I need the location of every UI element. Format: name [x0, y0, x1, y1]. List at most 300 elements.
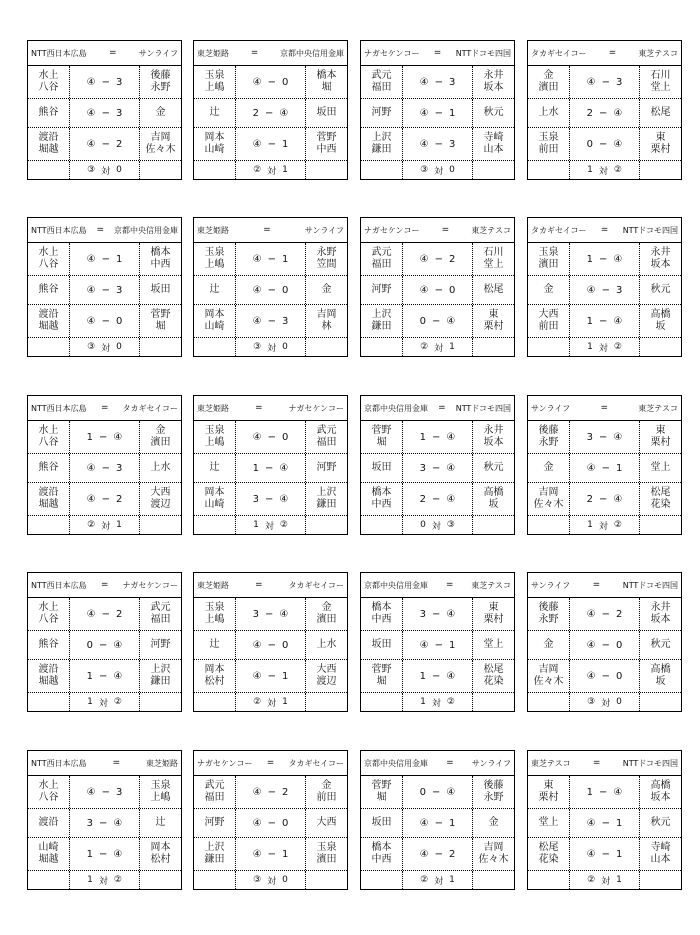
player-name: 永井	[483, 70, 504, 81]
player-name: 永井	[483, 425, 504, 436]
away-team: 京都中央信用金庫	[279, 48, 344, 58]
away-score: 0	[115, 315, 123, 327]
match-score	[236, 243, 305, 275]
home-players	[194, 243, 236, 275]
player-name: 永野	[150, 82, 171, 93]
match-score	[403, 598, 472, 630]
player-name: 前田	[316, 792, 337, 803]
home-players	[361, 483, 403, 515]
home-players	[28, 483, 70, 515]
match-row	[28, 631, 181, 660]
away-score: 0	[615, 670, 623, 682]
player-name: 上嶋	[150, 792, 171, 803]
home-players	[28, 128, 70, 160]
home-total: 1	[587, 342, 593, 352]
player-name: 中西	[371, 499, 392, 510]
player-name: 上嶋	[204, 614, 225, 625]
player-name: 坂	[655, 676, 666, 687]
match-score	[70, 421, 139, 453]
away-team: 東芝テスコ	[471, 580, 511, 590]
away-team: サンライフ	[304, 225, 344, 235]
away-score: 0	[281, 76, 289, 88]
total-blank-right	[139, 693, 181, 711]
away-players	[139, 631, 181, 659]
home-players	[528, 128, 570, 160]
match-score	[70, 99, 139, 127]
away-players	[472, 276, 514, 304]
away-score: ④	[446, 431, 456, 443]
home-players	[528, 305, 570, 337]
player-name: 松尾	[650, 487, 671, 498]
match-score	[70, 66, 139, 98]
player-name: 上水	[150, 462, 171, 473]
player-name: 橋本	[150, 247, 171, 258]
score-dash: −	[265, 608, 274, 620]
player-name: 石川	[650, 70, 671, 81]
away-team: NTTドコモ四国	[455, 48, 511, 58]
match-score	[403, 421, 472, 453]
away-score: 2	[115, 608, 123, 620]
total-row	[528, 693, 681, 711]
away-score: ④	[279, 608, 289, 620]
player-name: 永野	[538, 437, 559, 448]
away-players	[639, 483, 681, 515]
total-row	[528, 161, 681, 179]
away-players	[139, 454, 181, 482]
player-name: 橋本	[371, 487, 392, 498]
match-row	[28, 66, 181, 99]
away-players	[639, 660, 681, 692]
player-name: 辻	[209, 462, 220, 473]
home-players	[28, 631, 70, 659]
away-total: ②	[613, 342, 622, 352]
home-score: ④	[86, 138, 96, 150]
player-name: 松尾	[650, 107, 671, 118]
away-players	[472, 66, 514, 98]
match-row	[194, 454, 347, 483]
match-score	[570, 809, 639, 837]
home-players	[28, 809, 70, 837]
match-row	[528, 421, 681, 454]
match-row	[361, 631, 514, 660]
home-score: ④	[586, 284, 596, 296]
away-total: ②	[113, 875, 122, 885]
total-row	[528, 516, 681, 534]
player-name: 石川	[483, 247, 504, 258]
total-row	[528, 871, 681, 889]
total-blank-right	[472, 871, 514, 889]
match-row	[28, 276, 181, 305]
total-versus: 対	[98, 698, 108, 709]
away-total: 1	[116, 520, 122, 530]
away-players	[639, 776, 681, 808]
match-row	[361, 243, 514, 276]
versus-mark: =	[255, 580, 263, 590]
player-name: 熊谷	[38, 107, 59, 118]
away-score: 3	[115, 462, 123, 474]
away-players	[639, 598, 681, 630]
home-players	[528, 838, 570, 870]
player-name: 金	[543, 462, 554, 473]
total-versus: 対	[101, 521, 111, 532]
total-blank-right	[305, 161, 347, 179]
player-name: 堀	[376, 676, 387, 687]
player-name: 河野	[204, 817, 225, 828]
match-row	[361, 66, 514, 99]
player-name: 前田	[538, 144, 559, 155]
match-row	[528, 128, 681, 161]
match-score	[70, 660, 139, 692]
player-name: 上嶋	[204, 437, 225, 448]
away-total: 1	[282, 165, 288, 175]
away-players	[139, 276, 181, 304]
score-dash: −	[599, 253, 608, 265]
player-name: 上水	[316, 639, 337, 650]
score-dash: −	[99, 431, 108, 443]
player-name: 玉泉	[316, 842, 337, 853]
versus-mark: =	[600, 225, 609, 235]
away-players	[472, 305, 514, 337]
card-header	[194, 751, 347, 776]
total-blank-right	[139, 338, 181, 356]
away-score: ④	[113, 848, 123, 860]
player-name: 後藤	[538, 425, 559, 436]
player-name: 水上	[38, 247, 59, 258]
home-players	[28, 305, 70, 337]
player-name: 濱田	[150, 437, 171, 448]
away-total: ②	[446, 697, 455, 707]
match-card	[27, 750, 182, 890]
player-name: 玉泉	[204, 602, 225, 613]
total-versus: 対	[434, 166, 444, 177]
away-players	[305, 128, 347, 160]
player-name: 八谷	[38, 82, 59, 93]
player-name: 八谷	[38, 437, 59, 448]
player-name: 濱田	[316, 614, 337, 625]
away-team: タカギセイコー	[288, 758, 344, 768]
away-players	[472, 776, 514, 808]
home-total: ②	[420, 342, 429, 352]
away-team: 東芝テスコ	[471, 225, 511, 235]
match-total	[570, 516, 639, 534]
match-row	[194, 421, 347, 454]
match-total	[236, 338, 305, 356]
match-card	[193, 750, 348, 890]
home-score: ④	[586, 639, 596, 651]
home-score: 2	[586, 493, 593, 505]
score-dash: −	[432, 462, 441, 474]
player-name: 金	[155, 425, 166, 436]
away-players	[305, 598, 347, 630]
score-dash: −	[99, 670, 108, 682]
match-row	[528, 454, 681, 483]
match-total	[403, 871, 472, 889]
total-blank-left	[194, 516, 236, 534]
match-score	[403, 99, 472, 127]
player-name: 堀	[155, 321, 166, 332]
away-score: 3	[615, 76, 623, 88]
match-row	[28, 243, 181, 276]
match-row	[528, 631, 681, 660]
match-score	[570, 776, 639, 808]
away-total: 0	[116, 342, 122, 352]
away-players	[639, 305, 681, 337]
player-name: 高橋	[483, 487, 504, 498]
away-score: ④	[113, 670, 123, 682]
home-score: ④	[252, 431, 262, 443]
player-name: 熊谷	[38, 462, 59, 473]
score-dash: −	[267, 284, 276, 296]
home-players	[361, 421, 403, 453]
match-score	[403, 838, 472, 870]
total-versus: 対	[598, 521, 608, 532]
match-row	[528, 66, 681, 99]
player-name: 鎌田	[150, 676, 171, 687]
home-players	[528, 660, 570, 692]
home-score: ④	[252, 639, 262, 651]
player-name: 武元	[371, 247, 392, 258]
home-total: 1	[420, 697, 426, 707]
home-players	[194, 66, 236, 98]
away-total: ②	[113, 697, 122, 707]
match-row	[28, 838, 181, 871]
match-row	[361, 421, 514, 454]
player-name: 佐々木	[478, 854, 509, 865]
away-score: 1	[281, 253, 289, 265]
away-players	[472, 99, 514, 127]
score-dash: −	[432, 670, 441, 682]
away-total: 0	[282, 342, 288, 352]
away-score: 2	[615, 608, 623, 620]
score-dash: −	[434, 817, 443, 829]
score-dash: −	[101, 138, 110, 150]
score-dash: −	[599, 315, 608, 327]
player-name: 金	[321, 780, 332, 791]
away-players	[472, 809, 514, 837]
score-dash: −	[599, 786, 608, 798]
player-name: 金	[321, 284, 332, 295]
home-players	[361, 660, 403, 692]
away-players	[139, 421, 181, 453]
home-players	[28, 454, 70, 482]
away-players	[472, 483, 514, 515]
match-row	[361, 454, 514, 483]
player-name: 熊谷	[38, 639, 59, 650]
score-dash: −	[434, 76, 443, 88]
score-dash: −	[601, 848, 610, 860]
versus-mark: =	[255, 403, 263, 413]
player-name: 岡本	[204, 132, 225, 143]
home-score: ④	[586, 462, 596, 474]
score-dash: −	[101, 76, 110, 88]
score-dash: −	[434, 107, 443, 119]
player-name: 熊谷	[38, 284, 59, 295]
player-name: 東	[655, 132, 666, 143]
player-name: 濱田	[538, 82, 559, 93]
match-card	[527, 395, 682, 535]
card-header	[28, 396, 181, 421]
away-players	[472, 243, 514, 275]
match-score	[570, 99, 639, 127]
score-dash: −	[99, 817, 108, 829]
home-players	[194, 305, 236, 337]
match-row	[28, 454, 181, 483]
away-players	[305, 99, 347, 127]
total-blank-right	[639, 338, 681, 356]
home-players	[361, 276, 403, 304]
match-card	[27, 217, 182, 357]
player-name: 吉岡	[538, 487, 559, 498]
player-name: 松尾	[538, 842, 559, 853]
away-team: NTTドコモ四国	[455, 403, 511, 413]
match-row	[528, 276, 681, 305]
match-row	[528, 483, 681, 516]
away-players	[472, 128, 514, 160]
home-score: ④	[86, 493, 96, 505]
player-name: 松村	[204, 676, 225, 687]
away-score: 1	[115, 253, 123, 265]
home-players	[28, 243, 70, 275]
match-card	[193, 40, 348, 180]
player-name: 山崎	[38, 842, 59, 853]
away-score: ④	[613, 786, 623, 798]
versus-mark: =	[96, 225, 105, 235]
player-name: 金	[155, 107, 166, 118]
away-players	[639, 838, 681, 870]
match-score	[236, 598, 305, 630]
match-row	[361, 598, 514, 631]
player-name: 鎌田	[371, 144, 392, 155]
match-score	[236, 631, 305, 659]
away-score: 2	[115, 493, 123, 505]
match-row	[528, 99, 681, 128]
player-name: 坂田	[150, 284, 171, 295]
match-row	[361, 128, 514, 161]
player-name: 坂	[488, 499, 499, 510]
home-players	[194, 809, 236, 837]
match-score	[403, 243, 472, 275]
total-blank-left	[528, 161, 570, 179]
score-dash: −	[101, 608, 110, 620]
match-row	[194, 838, 347, 871]
card-header	[361, 573, 514, 598]
away-players	[639, 421, 681, 453]
player-name: 玉泉	[538, 132, 559, 143]
player-name: 堀越	[38, 676, 59, 687]
score-dash: −	[267, 786, 276, 798]
home-players	[361, 809, 403, 837]
card-header	[194, 573, 347, 598]
home-team: NTT西日本広島	[31, 403, 87, 413]
match-score	[570, 838, 639, 870]
match-total	[236, 161, 305, 179]
versus-mark: =	[445, 580, 454, 590]
home-players	[361, 776, 403, 808]
versus-mark: =	[263, 225, 271, 235]
total-blank-left	[28, 161, 70, 179]
away-players	[139, 776, 181, 808]
match-row	[28, 305, 181, 338]
match-score	[236, 776, 305, 808]
away-score: 1	[281, 670, 289, 682]
match-row	[361, 809, 514, 838]
total-versus: 対	[601, 876, 611, 887]
match-score	[570, 305, 639, 337]
match-score	[570, 483, 639, 515]
score-dash: −	[267, 817, 276, 829]
home-team: NTT西日本広島	[31, 225, 87, 235]
player-name: 濱田	[316, 854, 337, 865]
player-name: 福田	[150, 614, 171, 625]
score-dash: −	[601, 639, 610, 651]
player-name: 松尾	[483, 284, 504, 295]
total-blank-left	[361, 338, 403, 356]
home-players	[28, 598, 70, 630]
player-name: 坂田	[371, 639, 392, 650]
total-blank-left	[28, 516, 70, 534]
player-name: 金	[321, 602, 332, 613]
player-name: 高橋	[650, 664, 671, 675]
player-name: 栗村	[483, 614, 504, 625]
total-blank-left	[28, 871, 70, 889]
match-score	[236, 483, 305, 515]
home-players	[528, 99, 570, 127]
total-versus: 対	[101, 166, 111, 177]
home-total: ③	[420, 165, 429, 175]
player-name: 八谷	[38, 792, 59, 803]
home-players	[194, 598, 236, 630]
home-score: ④	[419, 639, 429, 651]
player-name: 水上	[38, 425, 59, 436]
match-card	[360, 572, 515, 712]
player-name: 八谷	[38, 259, 59, 270]
match-score	[236, 305, 305, 337]
away-score: 1	[615, 848, 623, 860]
player-name: 笠間	[316, 259, 337, 270]
home-players	[528, 421, 570, 453]
away-score: 3	[448, 76, 456, 88]
home-score: ④	[252, 138, 262, 150]
home-total: 1	[87, 875, 93, 885]
home-team: ナガセケンコー	[197, 758, 253, 768]
home-score: ④	[252, 315, 262, 327]
match-row	[28, 598, 181, 631]
home-total: ③	[587, 697, 596, 707]
player-name: 濱田	[538, 259, 559, 270]
player-name: 吉岡	[483, 842, 504, 853]
home-score: ④	[86, 284, 96, 296]
total-blank-left	[28, 338, 70, 356]
player-name: 橋本	[371, 842, 392, 853]
versus-mark: =	[608, 48, 617, 58]
match-total	[236, 693, 305, 711]
match-row	[194, 66, 347, 99]
match-row	[28, 660, 181, 693]
away-team: タカギセイコー	[122, 403, 178, 413]
match-row	[528, 598, 681, 631]
score-dash: −	[101, 462, 110, 474]
card-header	[194, 218, 347, 243]
player-name: 後藤	[150, 70, 171, 81]
versus-mark: =	[100, 403, 109, 413]
away-score: ④	[613, 107, 623, 119]
score-dash: −	[101, 253, 110, 265]
away-players	[139, 99, 181, 127]
match-row	[361, 99, 514, 128]
score-dash: −	[267, 138, 276, 150]
player-name: 山崎	[204, 321, 225, 332]
home-score: 1	[86, 670, 93, 682]
